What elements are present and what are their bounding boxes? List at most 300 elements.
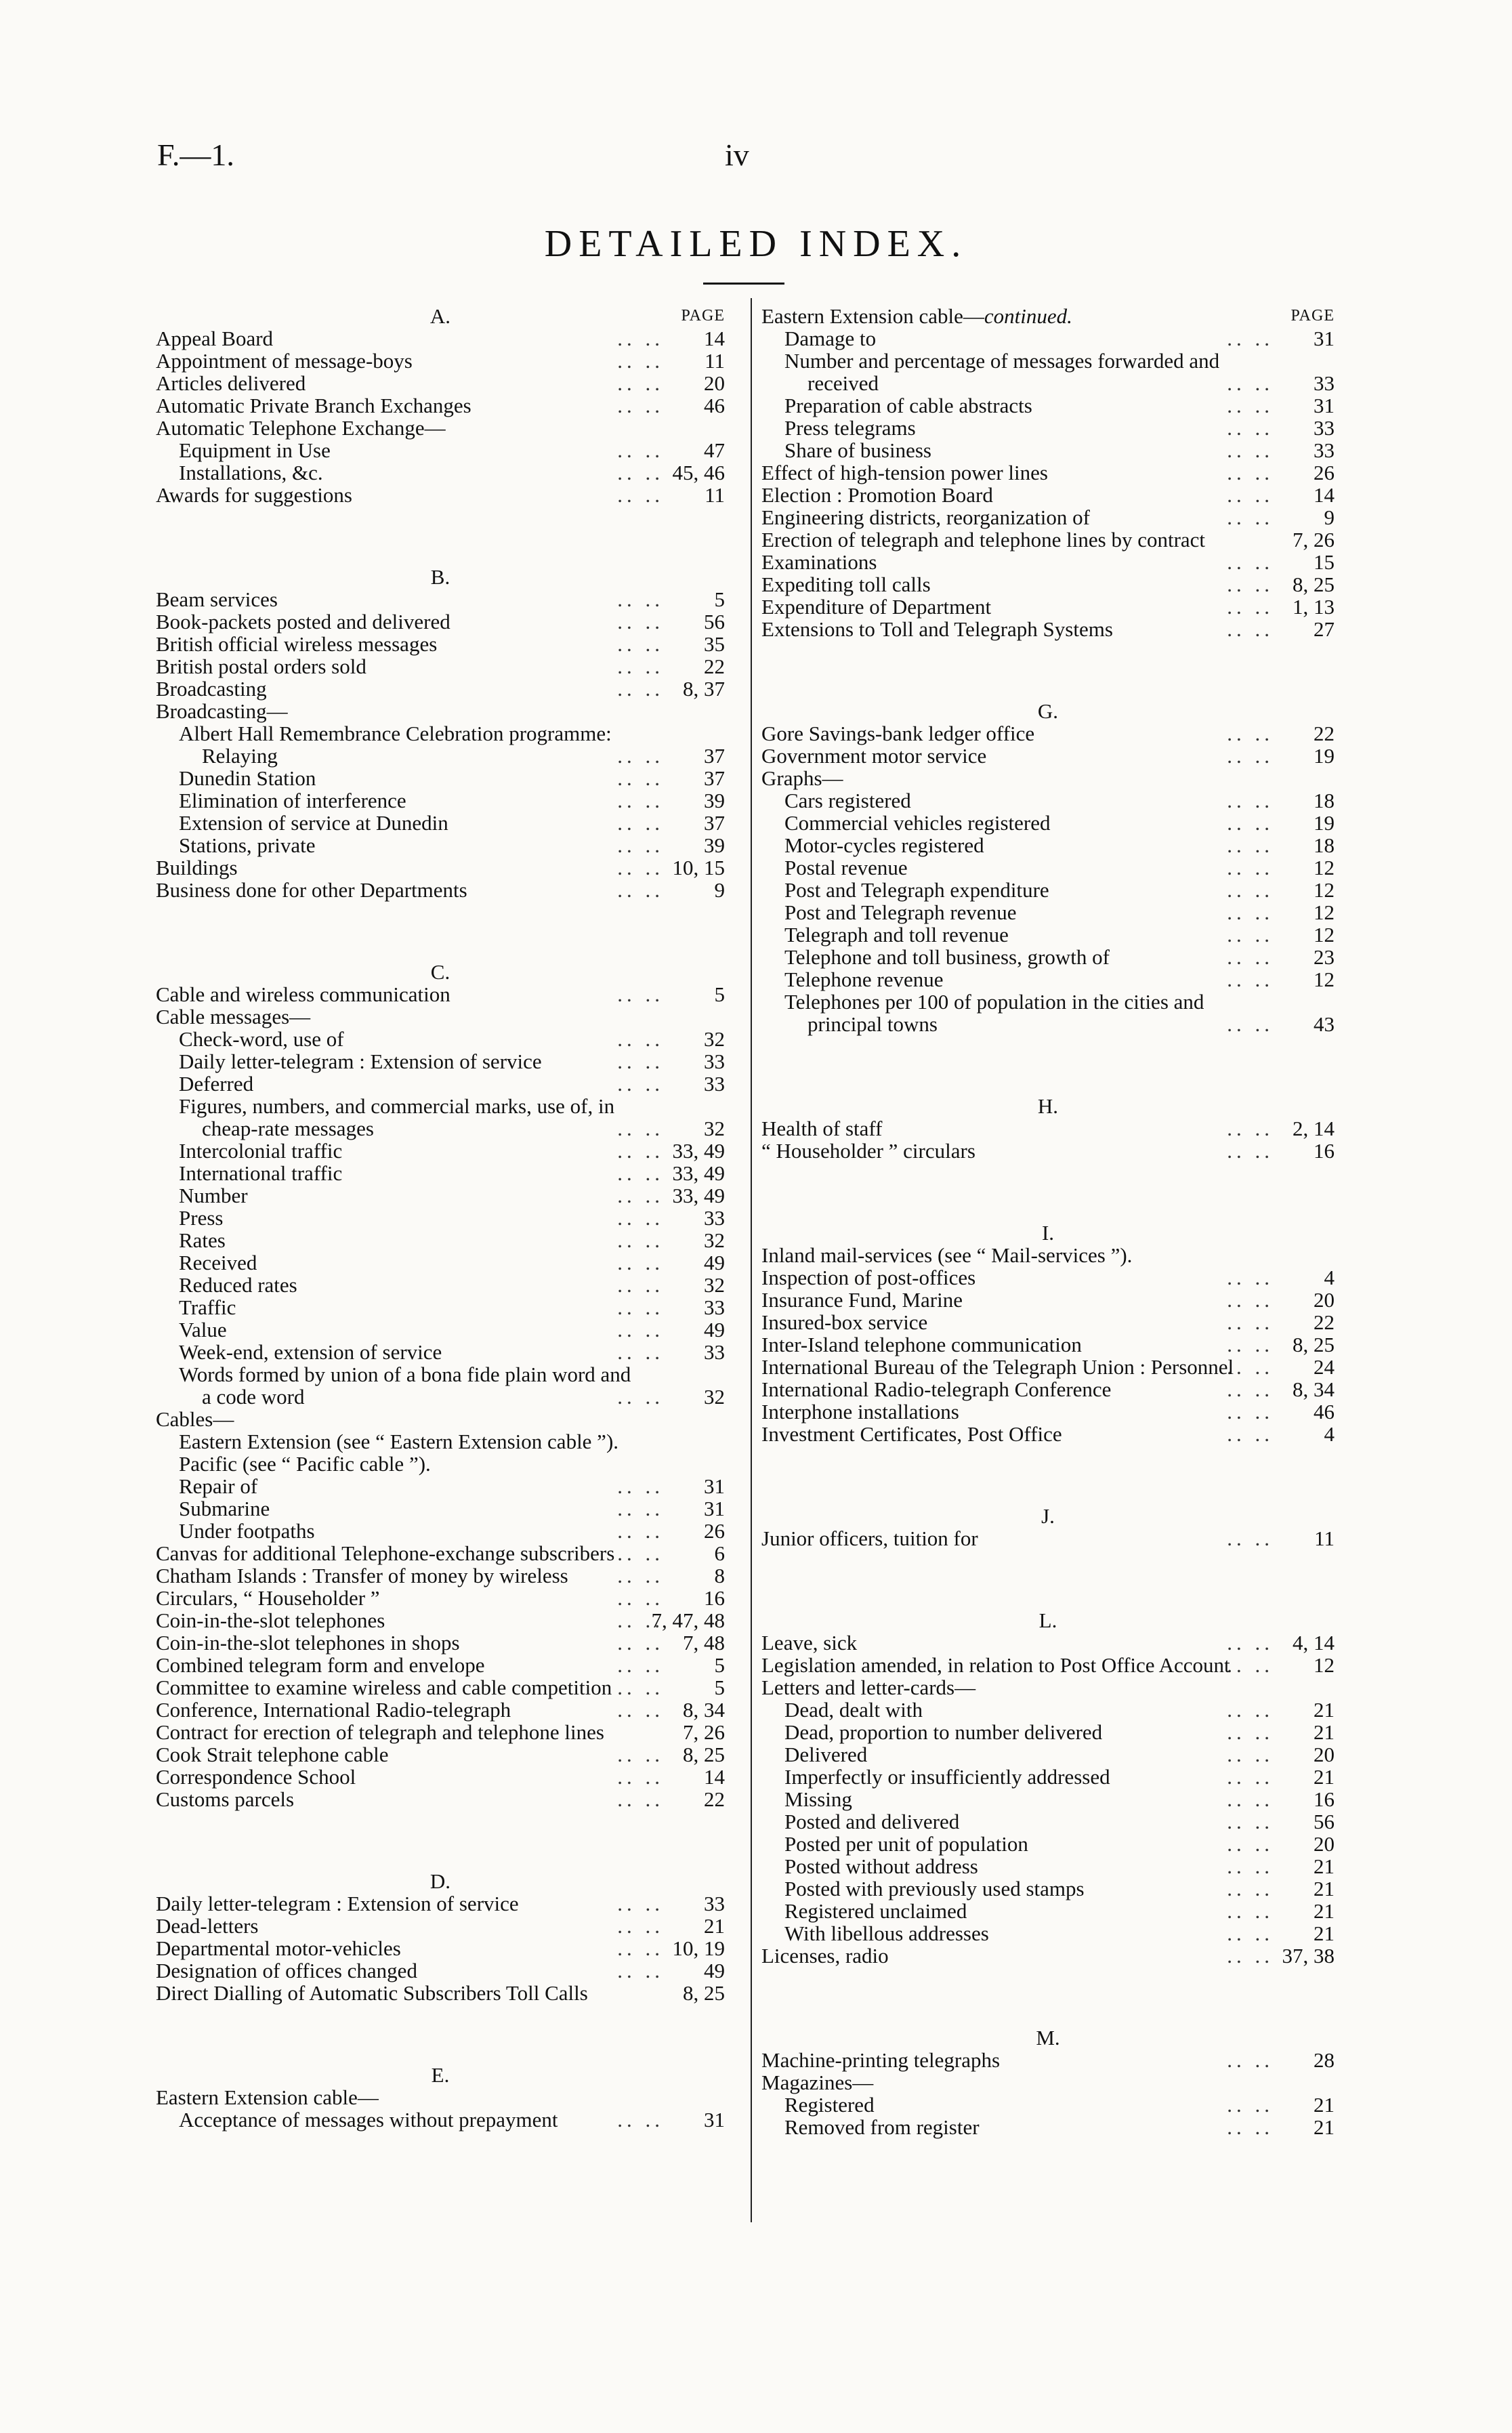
- page-ref: 33: [704, 1295, 725, 1319]
- leader-dots: .. ..: [1227, 1266, 1274, 1289]
- continued-heading: [761, 305, 1335, 327]
- page-ref: 16: [1314, 1787, 1335, 1811]
- leader-dots: .. ..: [617, 610, 664, 633]
- index-entry: [761, 1877, 1335, 1900]
- leader-dots: .. ..: [617, 856, 664, 879]
- entry-text: Traffic: [179, 1295, 236, 1319]
- leader-dots: .. ..: [617, 349, 664, 373]
- index-entry: [156, 610, 725, 633]
- entry-text: Commercial vehicles registered: [784, 811, 1051, 835]
- entry-text: Share of business: [784, 438, 931, 462]
- entry-text: Inland mail-services (see “ Mail-services ”).: [761, 1243, 1133, 1267]
- leader-dots: .. ..: [617, 371, 664, 395]
- index-entry: [156, 1497, 725, 1520]
- leader-dots: .. ..: [1227, 505, 1274, 529]
- entry-text: Customs parcels: [156, 1787, 295, 1811]
- entry-text: Erection of telegraph and telephone lines by contract: [761, 528, 1206, 552]
- leader-dots: .. ..: [1227, 1139, 1274, 1163]
- page-column-label: PAGE: [681, 307, 725, 325]
- leader-dots: .. ..: [617, 2108, 664, 2132]
- leader-dots: .. ..: [1227, 1333, 1274, 1356]
- index-entry: [761, 618, 1335, 640]
- entry-text: Book-packets posted and delivered: [156, 610, 450, 633]
- page-ref: 39: [704, 789, 725, 812]
- entry-text: Dead, proportion to number delivered: [784, 1720, 1103, 1744]
- leader-dots: .. ..: [617, 394, 664, 417]
- index-entry: [156, 1229, 725, 1251]
- leader-dots: .. ..: [617, 1027, 664, 1051]
- page-ref: 21: [1314, 1899, 1335, 1923]
- section-letter: [761, 1505, 1335, 1527]
- entry-text: Government motor service: [761, 744, 987, 768]
- page-ref: 37, 38: [1282, 1944, 1335, 1968]
- page-ref: 21: [1314, 1698, 1335, 1722]
- index-entry: [156, 633, 725, 655]
- index-entry: [761, 1244, 1335, 1266]
- leader-dots: .. ..: [1227, 371, 1274, 395]
- index-entry: [761, 856, 1335, 879]
- page-ref: 8, 25: [1293, 573, 1335, 596]
- leader-dots: .. ..: [617, 1295, 664, 1319]
- page-ref: 27: [1314, 617, 1335, 641]
- index-entry: [156, 655, 725, 678]
- leader-dots: .. ..: [1227, 811, 1274, 835]
- index-entry: [156, 1073, 725, 1095]
- leader-dots: .. ..: [617, 1914, 664, 1938]
- index-entry: [156, 879, 725, 901]
- index-entry: [761, 394, 1335, 417]
- page-ref: 8: [714, 1564, 725, 1587]
- leader-dots: .. ..: [617, 1184, 664, 1207]
- entry-text: Pacific (see “ Pacific cable ”).: [179, 1452, 431, 1476]
- page-ref: 33: [1314, 438, 1335, 462]
- entry-text: Licenses, radio: [761, 1944, 889, 1968]
- page-ref: 4: [1324, 1422, 1335, 1446]
- page-ref: 18: [1314, 833, 1335, 857]
- index-entry: [761, 1699, 1335, 1721]
- leader-dots: .. ..: [1227, 1012, 1274, 1036]
- index-entry: [156, 1699, 725, 1721]
- index-entry: [156, 1982, 725, 2004]
- entry-text: Engineering districts, reorganization of: [761, 505, 1090, 529]
- page-ref: 6: [714, 1541, 725, 1565]
- section-letter-text: I.: [1041, 1221, 1055, 1245]
- entry-text: Appeal Board: [156, 327, 274, 350]
- index-entry: [761, 1900, 1335, 1922]
- page-ref: 22: [704, 1787, 725, 1811]
- page-ref: 11: [705, 483, 725, 507]
- page-ref: 21: [1314, 1921, 1335, 1945]
- entry-text: Expenditure of Department: [761, 595, 992, 619]
- leader-dots: .. ..: [617, 1541, 664, 1565]
- section-letter-text: G.: [1037, 699, 1059, 723]
- index-entry: [156, 1676, 725, 1699]
- leader-dots: .. ..: [617, 1206, 664, 1230]
- index-entry: [156, 1721, 725, 1743]
- page-ref: 46: [1314, 1400, 1335, 1423]
- index-entry: [761, 1140, 1335, 1162]
- leader-dots: .. ..: [617, 1959, 664, 1982]
- page-ref: 49: [704, 1251, 725, 1274]
- leader-dots: .. ..: [1227, 856, 1274, 879]
- entry-text: Committee to examine wireless and cable competition: [156, 1676, 612, 1699]
- leader-dots: .. ..: [617, 1340, 664, 1364]
- entry-text: British postal orders sold: [156, 654, 366, 678]
- leader-dots: .. ..: [1227, 1526, 1274, 1550]
- index-entry: [156, 767, 725, 789]
- section-letter-text: D.: [429, 1869, 451, 1893]
- index-entry: [761, 1631, 1335, 1654]
- page-ref: 47: [704, 438, 725, 462]
- leader-dots: .. ..: [617, 1497, 664, 1520]
- index-entry: [156, 1475, 725, 1497]
- entry-text: Posted per unit of population: [784, 1832, 1028, 1856]
- index-entry: [156, 484, 725, 506]
- index-entry: [761, 879, 1335, 901]
- leader-dots: .. ..: [1227, 2048, 1274, 2072]
- entry-text: Repair of: [179, 1474, 258, 1498]
- index-entry: [156, 439, 725, 461]
- page-ref: 21: [1314, 2115, 1335, 2139]
- section-gap: [156, 506, 725, 566]
- entry-text: Telephone and toll business, growth of: [784, 945, 1110, 969]
- index-entry: [761, 789, 1335, 812]
- entry-text: Magazines—: [761, 2071, 874, 2094]
- page-ref: 31: [704, 2108, 725, 2132]
- section-letter: [156, 305, 725, 327]
- index-entry: [156, 1251, 725, 1274]
- section-letter-text: H.: [1037, 1094, 1059, 1118]
- index-entry: [156, 1743, 725, 1766]
- page-ref: 4: [1324, 1266, 1335, 1289]
- leader-dots: .. ..: [1227, 1787, 1274, 1811]
- entry-text: Postal revenue: [784, 856, 908, 879]
- page-ref: 14: [704, 327, 725, 350]
- entry-text: Cable messages—: [156, 1005, 311, 1028]
- page-ref: 12: [1314, 900, 1335, 924]
- index-entry: [761, 1788, 1335, 1810]
- page-ref: 33, 49: [672, 1161, 725, 1185]
- section-gap: [761, 1967, 1335, 2026]
- leader-dots: .. ..: [1227, 327, 1274, 350]
- index-entry: [156, 588, 725, 610]
- index-entry: [156, 1296, 725, 1318]
- entry-text: Number: [179, 1184, 248, 1207]
- page-ref: 32: [704, 1027, 725, 1051]
- leader-dots: .. ..: [617, 1586, 664, 1610]
- entry-text: Daily letter-telegram : Extension of service: [156, 1892, 519, 1915]
- section-letter: [761, 1609, 1335, 1631]
- index-entry: [156, 1005, 725, 1028]
- entry-text: International Bureau of the Telegraph Union : Personnel: [761, 1355, 1234, 1379]
- leader-dots: .. ..: [617, 1936, 664, 1960]
- leader-dots: .. ..: [617, 1072, 664, 1096]
- index-entry: [761, 1266, 1335, 1289]
- entry-text: Investment Certificates, Post Office: [761, 1422, 1062, 1446]
- index-entry: [156, 745, 725, 767]
- index-entry: [761, 528, 1335, 551]
- leader-dots: .. ..: [1227, 1921, 1274, 1945]
- entry-text: Machine-printing telegraphs: [761, 2048, 1001, 2072]
- entry-text: Motor-cycles registered: [784, 833, 984, 857]
- page-ref: 19: [1314, 811, 1335, 835]
- leader-dots: .. ..: [1227, 1899, 1274, 1923]
- leader-dots: .. ..: [617, 1631, 664, 1655]
- page-ref: 26: [1314, 461, 1335, 484]
- leader-dots: .. ..: [617, 878, 664, 902]
- page-ref: 32: [704, 1228, 725, 1252]
- entry-text: “ Householder ” circulars: [761, 1139, 975, 1163]
- entry-text: Election : Promotion Board: [761, 483, 993, 507]
- page-number: iv: [725, 138, 749, 172]
- section-letter: [761, 700, 1335, 722]
- page-ref: 31: [704, 1474, 725, 1498]
- index-entry: [156, 812, 725, 834]
- leader-dots: .. ..: [617, 677, 664, 701]
- leader-dots: .. ..: [617, 1608, 664, 1632]
- leader-dots: .. ..: [617, 1139, 664, 1163]
- entry-text: Interphone installations: [761, 1400, 959, 1423]
- index-entry: [761, 2094, 1335, 2116]
- index-entry: [156, 1140, 725, 1162]
- index-entry: [761, 327, 1335, 350]
- entry-text: Business done for other Departments: [156, 878, 467, 902]
- entry-text: Post and Telegraph expenditure: [784, 878, 1049, 902]
- leader-dots: .. ..: [1227, 968, 1274, 991]
- index-entry: [156, 856, 725, 879]
- continued-label: continued.: [984, 304, 1072, 328]
- section-letter: [156, 961, 725, 983]
- leader-dots: .. ..: [1227, 2115, 1274, 2139]
- page-ref: 49: [704, 1959, 725, 1982]
- page-ref: 31: [704, 1497, 725, 1520]
- entry-text: Figures, numbers, and commercial marks, use of, in cheap-rate messages: [179, 1094, 615, 1140]
- page-ref: 33: [704, 1049, 725, 1073]
- entry-text: Health of staff: [761, 1117, 883, 1140]
- entry-text: Check-word, use of: [179, 1027, 344, 1051]
- leader-dots: .. ..: [617, 766, 664, 790]
- leader-dots: .. ..: [1227, 1743, 1274, 1766]
- entry-text: Posted and delivered: [784, 1810, 960, 1833]
- leader-dots: .. ..: [1227, 595, 1274, 619]
- page-ref: 37: [704, 766, 725, 790]
- entry-text: Coin-in-the-slot telephones in shops: [156, 1631, 460, 1655]
- index-entry: [156, 1050, 725, 1073]
- page-ref: 7, 26: [683, 1720, 725, 1744]
- entry-text: Press telegrams: [784, 416, 916, 440]
- entry-text: Posted with previously used stamps: [784, 1877, 1085, 1900]
- entry-text: Gore Savings-bank ledger office: [761, 722, 1035, 745]
- entry-text: Posted without address: [784, 1854, 978, 1878]
- section-gap: [761, 1035, 1335, 1095]
- page-ref: 15: [1314, 550, 1335, 574]
- index-entry: [156, 1363, 725, 1408]
- index-entry: [761, 901, 1335, 923]
- page-ref: 20: [1314, 1832, 1335, 1856]
- leader-dots: .. ..: [1227, 878, 1274, 902]
- leader-dots: .. ..: [1227, 1310, 1274, 1334]
- index-entry: [761, 1721, 1335, 1743]
- entry-text: Circulars, “ Householder ”: [156, 1586, 380, 1610]
- page-ref: 20: [704, 371, 725, 395]
- page-ref: 32: [704, 1117, 725, 1140]
- index-entry: [156, 1631, 725, 1654]
- entry-text: Albert Hall Remembrance Celebration programme:: [179, 722, 612, 745]
- leader-dots: .. ..: [1227, 789, 1274, 812]
- leader-dots: .. ..: [1227, 1377, 1274, 1401]
- entry-text: Daily letter-telegram : Extension of service: [179, 1049, 542, 1073]
- section-letter: [156, 2064, 725, 2086]
- page-ref: 43: [1314, 1012, 1335, 1036]
- leader-dots: .. ..: [1227, 833, 1274, 857]
- page-ref: 8, 25: [683, 1743, 725, 1766]
- entry-text: Delivered: [784, 1743, 868, 1766]
- page-ref: 12: [1314, 968, 1335, 991]
- page-ref: 2, 14: [1293, 1117, 1335, 1140]
- entry-text: Graphs—: [761, 766, 843, 790]
- entry-text: Stations, private: [179, 833, 316, 857]
- page-ref: 32: [704, 1273, 725, 1297]
- page-ref: 26: [704, 1519, 725, 1543]
- entry-text: Eastern Extension cable—: [761, 304, 984, 328]
- entry-text: Acceptance of messages without prepayment: [179, 2108, 558, 2132]
- page-ref: 33: [704, 1072, 725, 1096]
- page-ref: 8, 37: [683, 677, 725, 701]
- section-gap: [761, 1162, 1335, 1222]
- leader-dots: .. ..: [617, 1743, 664, 1766]
- index-entry: [156, 1408, 725, 1430]
- leader-dots: .. ..: [1227, 1698, 1274, 1722]
- entry-text: Automatic Private Branch Exchanges: [156, 394, 471, 417]
- page-ref: 8, 25: [1293, 1333, 1335, 1356]
- section-letter: [761, 1095, 1335, 1117]
- leader-dots: .. ..: [1227, 1631, 1274, 1655]
- entry-text: Press: [179, 1206, 224, 1230]
- index-entry: [761, 812, 1335, 834]
- entry-text: Correspondence School: [156, 1765, 356, 1789]
- index-entry: [761, 2049, 1335, 2071]
- entry-text: Telephone revenue: [784, 968, 944, 991]
- section-letter-text: M.: [1036, 2026, 1060, 2050]
- index-entry: [761, 417, 1335, 439]
- entry-text: Examinations: [761, 550, 877, 574]
- leader-dots: .. ..: [617, 789, 664, 812]
- entry-text: International Radio-telegraph Conference: [761, 1377, 1112, 1401]
- page-ref: 56: [1314, 1810, 1335, 1833]
- leader-dots: .. ..: [617, 982, 664, 1006]
- entry-text: With libellous addresses: [784, 1921, 989, 1945]
- page-ref: 33: [1314, 416, 1335, 440]
- index-entry: [156, 350, 725, 372]
- index-entry: [761, 1743, 1335, 1766]
- page-ref: 16: [1314, 1139, 1335, 1163]
- entry-text: Eastern Extension (see “ Eastern Extension cable ”).: [179, 1430, 619, 1453]
- index-entry: [761, 834, 1335, 856]
- index-entry: [156, 1564, 725, 1587]
- page-ref: F.—1.: [157, 138, 234, 172]
- index-entry: [156, 1274, 725, 1296]
- leader-dots: .. ..: [617, 1787, 664, 1811]
- index-entry: [156, 1915, 725, 1937]
- index-entry: [156, 417, 725, 439]
- entry-text: Cable and wireless communication: [156, 982, 450, 1006]
- index-entry: [156, 2086, 725, 2108]
- index-entry: [761, 1855, 1335, 1877]
- entry-text: Letters and letter-cards—: [761, 1676, 976, 1699]
- page-ref: 33: [1314, 371, 1335, 395]
- page-ref: 37: [704, 811, 725, 835]
- entry-text: Legislation amended, in relation to Post Office Account: [761, 1653, 1230, 1677]
- page-ref: 33: [704, 1892, 725, 1915]
- page-ref: 21: [1314, 1854, 1335, 1878]
- entry-text: Beam services: [156, 587, 278, 611]
- leader-dots: .. ..: [617, 744, 664, 768]
- entry-text: Rates: [179, 1228, 226, 1252]
- entry-text: Cook Strait telephone cable: [156, 1743, 389, 1766]
- leader-dots: .. ..: [617, 1161, 664, 1185]
- leader-dots: .. ..: [1227, 1653, 1274, 1677]
- leader-dots: .. ..: [1227, 2093, 1274, 2117]
- section-letter-text: J.: [1041, 1504, 1055, 1528]
- entry-text: Combined telegram form and envelope: [156, 1653, 485, 1677]
- entry-text: Deferred: [179, 1072, 254, 1096]
- page-ref: 10, 19: [672, 1936, 725, 1960]
- index-entry: [761, 461, 1335, 484]
- entry-text: Elimination of interference: [179, 789, 406, 812]
- index-entry: [761, 1311, 1335, 1333]
- leader-dots: .. ..: [1227, 1400, 1274, 1423]
- leader-dots: .. ..: [617, 1653, 664, 1677]
- page-ref: 5: [714, 982, 725, 1006]
- leader-dots: .. ..: [617, 1385, 664, 1409]
- leader-dots: .. ..: [617, 654, 664, 678]
- entry-text: Appointment of message-boys: [156, 349, 413, 373]
- index-entry: [156, 1959, 725, 1982]
- index-entry: [761, 767, 1335, 789]
- index-entry: [156, 1788, 725, 1810]
- leader-dots: .. ..: [617, 1765, 664, 1789]
- page-ref: 21: [704, 1914, 725, 1938]
- entry-text: Removed from register: [784, 2115, 980, 2139]
- entry-text: Expediting toll calls: [761, 573, 931, 596]
- index-entry: [156, 1095, 725, 1140]
- leader-dots: .. ..: [1227, 1117, 1274, 1140]
- index-entry: [156, 1453, 725, 1475]
- entry-text: Post and Telegraph revenue: [784, 900, 1017, 924]
- leader-dots: .. ..: [1227, 900, 1274, 924]
- page-ref: 22: [1314, 722, 1335, 745]
- leader-dots: .. ..: [1227, 1355, 1274, 1379]
- section-letter-text: C.: [430, 960, 450, 984]
- leader-dots: .. ..: [617, 587, 664, 611]
- index-entry: [156, 1937, 725, 1959]
- page-ref: 11: [1314, 1526, 1335, 1550]
- entry-text: Canvas for additional Telephone-exchange subscribers: [156, 1541, 615, 1565]
- page-ref: 5: [714, 587, 725, 611]
- page-ref: 22: [1314, 1310, 1335, 1334]
- entry-text: Designation of offices changed: [156, 1959, 417, 1982]
- index-entry: [761, 923, 1335, 946]
- page-ref: 56: [704, 610, 725, 633]
- entry-text: International traffic: [179, 1161, 343, 1185]
- index-entry: [761, 1945, 1335, 1967]
- index-entry: [156, 327, 725, 350]
- index-entry: [156, 722, 725, 745]
- index-column-right: [761, 305, 1335, 2138]
- entry-text: Extension of service at Dunedin: [179, 811, 448, 835]
- entry-text: Conference, International Radio-telegraph: [156, 1698, 511, 1722]
- page-column-label: PAGE: [1290, 307, 1335, 325]
